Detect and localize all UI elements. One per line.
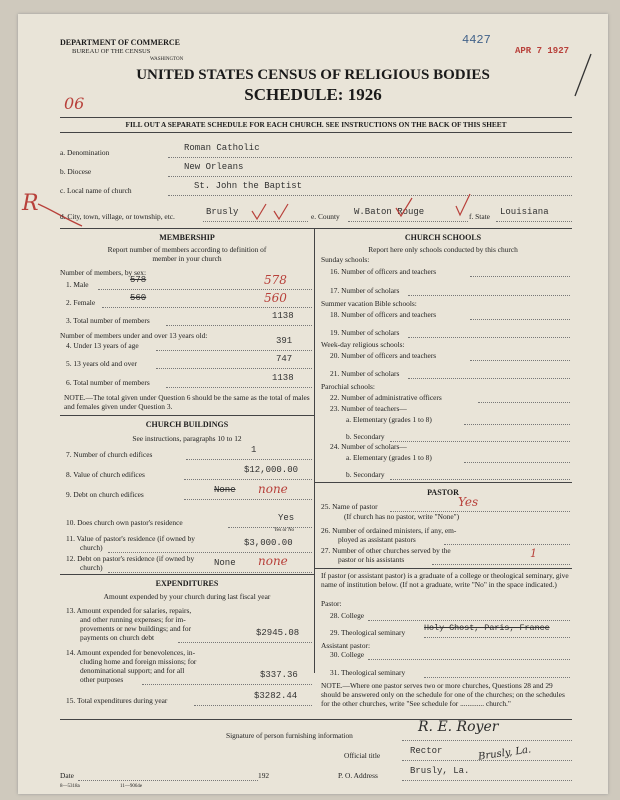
q8-value: $12,000.00 [244, 465, 299, 475]
q4-label: 4. Under 13 years of age [66, 341, 139, 350]
q14-label-cont: denominational support; and for all [80, 666, 185, 675]
q18-label: 18. Number of officers and teachers [330, 310, 437, 319]
local-name-value: St. John the Baptist [194, 181, 303, 191]
received-date-stamp: APR 7 1927 [515, 46, 570, 56]
check-marks-icon [394, 192, 474, 218]
department-label: DEPARTMENT OF COMMERCE [60, 38, 181, 47]
po-address-value: Brusly, La. [410, 766, 470, 776]
stamp-number: 4427 [462, 33, 491, 47]
q10-value: Yes [278, 513, 295, 523]
q3-label: 3. Total number of members [66, 316, 150, 325]
q16-label: 16. Number of officers and teachers [330, 267, 437, 276]
expenditures-sub: Amount expended by your church during last fiscal year [103, 592, 271, 601]
age-intro-label: Number of members under and over 13 years old: [60, 331, 208, 340]
q25-label: 25. Name of pastor [321, 502, 378, 511]
q14-label: 14. Amount expended for benevolences, in- [66, 648, 196, 657]
church-buildings-heading: CHURCH BUILDINGS [145, 420, 229, 429]
q4-value: 391 [276, 336, 293, 346]
q24b-label: b. Secondary [346, 470, 385, 479]
assistant-pastor-label: Assistant pastor: [321, 641, 371, 650]
q12-handwritten-value: none [258, 554, 288, 568]
q7-value: 1 [251, 445, 257, 455]
form-number: 8—5318a [60, 784, 80, 789]
signature-label: Signature of person furnishing information [226, 731, 353, 740]
q23b-label: b. Secondary [346, 432, 385, 441]
check-marks-icon [250, 202, 296, 222]
q13-label: 13. Amount expended for salaries, repairs, [66, 606, 192, 615]
q2-typed-value: 560 [130, 293, 147, 303]
q26-label-cont: ployed as assistant pastors [338, 535, 416, 544]
membership-intro: member in your church [152, 254, 222, 263]
q7-label: 7. Number of church edifices [66, 450, 153, 459]
q6-label: 6. Total number of members [66, 378, 150, 387]
membership-note: NOTE.—The total given under Question 6 should be the same as the total of males and females given under Question 3. [64, 393, 310, 411]
q10-label: 10. Does church own pastor's residence [66, 518, 183, 527]
q9-label: 9. Debt on church edifices [66, 490, 144, 499]
local-name-label: c. Local name of church [60, 186, 132, 195]
weekday-label: Week-day religious schools: [321, 340, 405, 349]
q29-label: 29. Theological seminary [330, 628, 406, 637]
q5-label: 5. 13 years old and over [66, 359, 138, 368]
bureau-label: BUREAU OF THE CENSUS [72, 48, 151, 55]
print-number: 11—9064e [120, 784, 143, 789]
county-label: e. County [311, 212, 340, 221]
q27-label-cont: pastor or his assistants [338, 555, 405, 564]
margin-mark: R [22, 191, 39, 216]
q28-label: 28. College [330, 611, 365, 620]
handwritten-code: 06 [64, 94, 85, 113]
q23-label: 23. Number of teachers— [330, 404, 407, 413]
q29-value: Holy Ghost, Paris, France [424, 623, 550, 633]
pastor-heading: PASTOR [427, 488, 459, 497]
q11-label-cont: church) [80, 543, 103, 552]
diocese-label: b. Diocese [60, 167, 92, 176]
q9-handwritten-value: none [258, 482, 288, 496]
q13-value: $2945.08 [256, 628, 300, 638]
pastor-sub-label: Pastor: [321, 599, 342, 608]
date-label: Date [60, 771, 74, 780]
q13-label-cont: and other running expenses; for im- [80, 615, 186, 624]
q1-typed-value: 578 [130, 275, 147, 285]
q19-label: 19. Number of scholars [330, 328, 400, 337]
q17-label: 17. Number of scholars [330, 286, 400, 295]
by-sex-label: Number of members, by sex: [60, 268, 146, 277]
q2-label: 2. Female [66, 298, 96, 307]
state-value: Louisiana [500, 207, 549, 217]
q31-label: 31. Theological seminary [330, 668, 406, 677]
q10-hint: Yes or No [274, 528, 295, 533]
q15-value: $3282.44 [254, 691, 298, 701]
q11-label: 11. Value of pastor's residence (if owned by [66, 534, 195, 543]
q24-label: 24. Number of scholars— [330, 442, 407, 451]
po-address-handwritten: Brusly, La. [477, 744, 532, 763]
q1-handwritten-value: 578 [264, 273, 287, 287]
form-title: UNITED STATES CENSUS OF RELIGIOUS BODIES [136, 67, 490, 83]
city-label: WASHINGTON [150, 57, 184, 62]
diocese-value: New Orleans [184, 162, 244, 172]
q24a-label: a. Elementary (grades 1 to 8) [346, 453, 432, 462]
q20-label: 20. Number of officers and teachers [330, 351, 437, 360]
q1-label: 1. Male [66, 280, 89, 289]
q25-note: (If church has no pastor, write "None") [344, 512, 460, 521]
q9-value: None [214, 485, 236, 495]
q5-value: 747 [276, 354, 293, 364]
county-value: W.Baton Rouge [354, 207, 425, 217]
year-suffix: 192 [258, 771, 270, 780]
q27-label: 27. Number of other churches served by the [321, 546, 451, 555]
q23a-label: a. Elementary (grades 1 to 8) [346, 415, 432, 424]
signature-handwritten: R. E. Royer [418, 719, 499, 735]
po-address-label: P. O. Address [338, 771, 378, 780]
q22-label: 22. Number of administrative officers [330, 393, 442, 402]
q12-label: 12. Debt on pastor's residence (if owned by [66, 554, 195, 563]
q12-label-cont: church) [80, 563, 103, 572]
summer-label: Summer vacation Bible schools: [321, 299, 417, 308]
buildings-sub: See instructions, paragraphs 10 to 12 [132, 434, 242, 443]
q25-handwritten-value: Yes [458, 495, 479, 509]
q14-value: $337.36 [260, 670, 298, 680]
q8-label: 8. Value of church edifices [66, 470, 145, 479]
q13-label-cont: provements or new buildings; and for [80, 624, 192, 633]
official-title-value: Rector [410, 746, 443, 756]
q14-label-cont: cluding home and foreign missions; for [80, 657, 197, 666]
q14-label-cont: other purposes [80, 675, 124, 684]
membership-intro: Report number of members according to definition of [107, 245, 267, 254]
instruction-line: FILL OUT A SEPARATE SCHEDULE FOR EACH CHURCH. SEE INSTRUCTIONS ON THE BACK OF THIS SHEET [125, 120, 507, 129]
census-schedule-sheet [18, 14, 608, 794]
q21-label: 21. Number of scholars [330, 369, 400, 378]
denomination-value: Roman Catholic [184, 143, 260, 153]
official-title-label: Official title [344, 751, 381, 760]
q27-handwritten-value: 1 [530, 547, 537, 560]
q3-value: 1138 [272, 311, 294, 321]
state-label: f. State [469, 212, 490, 221]
q2-handwritten-value: 560 [264, 291, 287, 305]
q11-value: $3,000.00 [244, 538, 293, 548]
expenditures-heading: EXPENDITURES [155, 579, 219, 588]
schools-sub: Report here only schools conducted by this church [368, 245, 518, 254]
city-value: Brusly [206, 207, 239, 217]
q13-label-cont: payments on church debt [80, 633, 155, 642]
q6-value: 1138 [272, 373, 294, 383]
church-schools-heading: CHURCH SCHOOLS [404, 233, 482, 242]
denomination-label: a. Denomination [60, 148, 110, 157]
pastor-note: NOTE.—Where one pastor serves two or more churches, Questions 28 and 29 should be answered only on the schedule for one of the churches; on the schedules for the other churches, write "See schedule for ............. church." [321, 681, 565, 708]
q15-label: 15. Total expenditures during year [66, 696, 168, 705]
city-label: d. City, town, village, or township, etc. [60, 212, 175, 221]
q26-label: 26. Number of ordained ministers, if any, em- [321, 526, 457, 535]
q12-value: None [214, 558, 236, 568]
q30-label: 30. College [330, 650, 365, 659]
parochial-label: Parochial schools: [321, 382, 375, 391]
sunday-label: Sunday schools: [321, 255, 370, 264]
membership-heading: MEMBERSHIP [159, 233, 215, 242]
graduate-note: If pastor (or assistant pastor) is a graduate of a college or theological seminary, give name of institution below. (If not a graduate, write "No" in the space indicated.) [321, 571, 569, 589]
form-subtitle: SCHEDULE: 1926 [244, 85, 382, 104]
